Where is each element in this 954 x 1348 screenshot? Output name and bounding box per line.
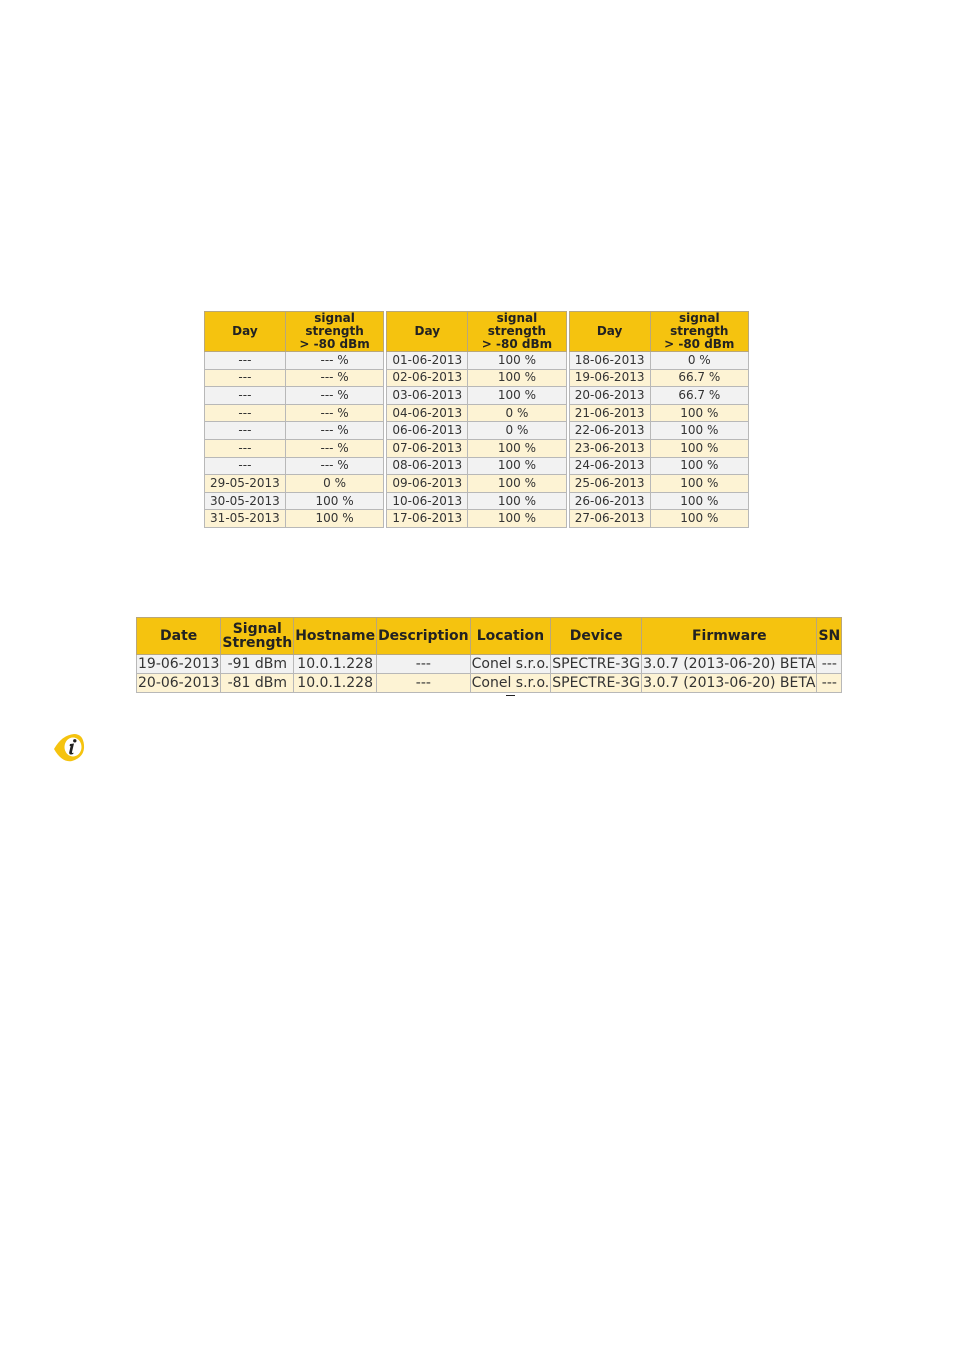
hostname-cell: 10.0.1.228 (294, 655, 377, 674)
day-cell: --- (205, 457, 286, 475)
firmware-cell: 3.0.7 (2013-06-20) BETA (643, 674, 816, 691)
day-cell: 08-06-2013 (387, 457, 468, 475)
signal-percent-cell: 100 % (468, 475, 567, 493)
stats-header-day: Day (205, 312, 286, 352)
table-row (387, 352, 566, 370)
table-row (205, 439, 384, 457)
signal-percent-cell: --- % (285, 439, 384, 457)
table-row (569, 404, 748, 422)
day-cell: 07-06-2013 (387, 439, 468, 457)
signal-statistics-tables (204, 311, 749, 528)
signal-percent-cell: 66.7 % (650, 369, 749, 387)
signal-percent-cell: 100 % (468, 510, 567, 528)
table-row (205, 369, 384, 387)
stats-table-2 (386, 311, 566, 528)
table-row (205, 422, 384, 440)
stats-table-3 (569, 311, 749, 528)
day-cell: --- (205, 422, 286, 440)
signal-percent-cell: 100 % (468, 369, 567, 387)
device-cell: SPECTRE-3G (552, 655, 641, 672)
signal-percent-cell: 100 % (650, 457, 749, 475)
signal-percent-cell: 100 % (650, 510, 749, 528)
day-cell: 06-06-2013 (387, 422, 468, 440)
signal-percent-cell: 100 % (650, 439, 749, 457)
description-cell: --- (377, 655, 471, 674)
table-row (205, 492, 384, 510)
signal-percent-cell: --- % (285, 352, 384, 370)
table-row (205, 387, 384, 405)
signal-percent-cell: 100 % (285, 510, 384, 528)
sn-cell: --- (817, 655, 842, 674)
date-cell: 19-06-2013 (138, 655, 220, 672)
signal-cell: -81 dBm (221, 674, 294, 693)
day-cell: 02-06-2013 (387, 369, 468, 387)
signal-percent-cell: 100 % (285, 492, 384, 510)
stats-header-signal: signal strength > -80 dBm (468, 312, 567, 352)
signal-percent-cell: --- % (285, 369, 384, 387)
device-header-date: Date (137, 618, 221, 655)
device-header-hostname: Hostname (294, 618, 377, 655)
device-header-signal: Signal Strength (221, 618, 294, 655)
signal-percent-cell: --- % (285, 457, 384, 475)
day-cell: --- (205, 404, 286, 422)
day-cell: 29-05-2013 (205, 475, 286, 493)
stats-header-signal: signal strength > -80 dBm (650, 312, 749, 352)
signal-percent-cell: 100 % (650, 475, 749, 493)
table-row (387, 404, 566, 422)
signal-percent-cell: 100 % (468, 352, 567, 370)
separator-dash (506, 695, 515, 696)
day-cell: 27-06-2013 (569, 510, 650, 528)
day-cell: 03-06-2013 (387, 387, 468, 405)
table-row (569, 492, 748, 510)
table-row (387, 439, 566, 457)
day-cell: 30-05-2013 (205, 492, 286, 510)
signal-percent-cell: 66.7 % (650, 387, 749, 405)
signal-percent-cell: --- % (285, 387, 384, 405)
day-cell: 10-06-2013 (387, 492, 468, 510)
day-cell: 19-06-2013 (569, 369, 650, 387)
table-row (387, 492, 566, 510)
signal-percent-cell: 100 % (468, 457, 567, 475)
device-header-firmware: Firmware (642, 618, 817, 655)
day-cell: --- (205, 352, 286, 370)
day-cell: 09-06-2013 (387, 475, 468, 493)
stats-table-1 (204, 311, 384, 528)
table-row (387, 422, 566, 440)
hostname-cell: 10.0.1.228 (294, 674, 377, 693)
signal-cell: -91 dBm (221, 655, 294, 674)
device-info-table (136, 617, 842, 693)
signal-percent-cell: --- % (285, 422, 384, 440)
day-cell: 18-06-2013 (569, 352, 650, 370)
device-cell: SPECTRE-3G (552, 674, 641, 691)
day-cell: --- (205, 369, 286, 387)
location-cell: Conel s.r.o. (471, 655, 550, 672)
table-row (205, 457, 384, 475)
day-cell: 25-06-2013 (569, 475, 650, 493)
day-cell: 31-05-2013 (205, 510, 286, 528)
table-row (387, 387, 566, 405)
day-cell: 17-06-2013 (387, 510, 468, 528)
table-row (569, 510, 748, 528)
table-row (387, 369, 566, 387)
day-cell: 01-06-2013 (387, 352, 468, 370)
signal-percent-cell: 100 % (468, 439, 567, 457)
table-row (387, 457, 566, 475)
day-cell: 22-06-2013 (569, 422, 650, 440)
info-icon (52, 731, 86, 765)
signal-percent-cell: 100 % (468, 492, 567, 510)
table-row (569, 457, 748, 475)
date-cell: 20-06-2013 (138, 674, 220, 691)
table-row (205, 404, 384, 422)
signal-percent-cell: 100 % (650, 422, 749, 440)
description-cell: --- (377, 674, 471, 693)
device-header-sn: SN (817, 618, 842, 655)
table-row (569, 369, 748, 387)
device-header-device: Device (551, 618, 642, 655)
day-cell: 24-06-2013 (569, 457, 650, 475)
signal-percent-cell: 100 % (650, 404, 749, 422)
day-cell: 20-06-2013 (569, 387, 650, 405)
stats-header-day: Day (569, 312, 650, 352)
signal-percent-cell: 0 % (468, 422, 567, 440)
stats-header-day: Day (387, 312, 468, 352)
firmware-cell: 3.0.7 (2013-06-20) BETA (643, 655, 816, 672)
table-row (569, 387, 748, 405)
table-row (387, 510, 566, 528)
signal-percent-cell: 0 % (468, 404, 567, 422)
day-cell: --- (205, 439, 286, 457)
signal-percent-cell: 0 % (650, 352, 749, 370)
table-row (569, 475, 748, 493)
device-header-description: Description (377, 618, 471, 655)
table-row (569, 352, 748, 370)
location-cell: Conel s.r.o. (471, 674, 550, 691)
signal-percent-cell: 100 % (650, 492, 749, 510)
signal-percent-cell: --- % (285, 404, 384, 422)
day-cell: 23-06-2013 (569, 439, 650, 457)
table-row (569, 422, 748, 440)
table-row (205, 475, 384, 493)
device-header-location: Location (470, 618, 551, 655)
table-row (569, 439, 748, 457)
table-row (205, 352, 384, 370)
signal-percent-cell: 100 % (468, 387, 567, 405)
table-row (137, 674, 842, 693)
table-row (387, 475, 566, 493)
day-cell: --- (205, 387, 286, 405)
day-cell: 21-06-2013 (569, 404, 650, 422)
table-row (205, 510, 384, 528)
table-row (137, 655, 842, 674)
day-cell: 04-06-2013 (387, 404, 468, 422)
signal-percent-cell: 0 % (285, 475, 384, 493)
sn-cell: --- (817, 674, 842, 693)
day-cell: 26-06-2013 (569, 492, 650, 510)
stats-header-signal: signal strength > -80 dBm (285, 312, 384, 352)
